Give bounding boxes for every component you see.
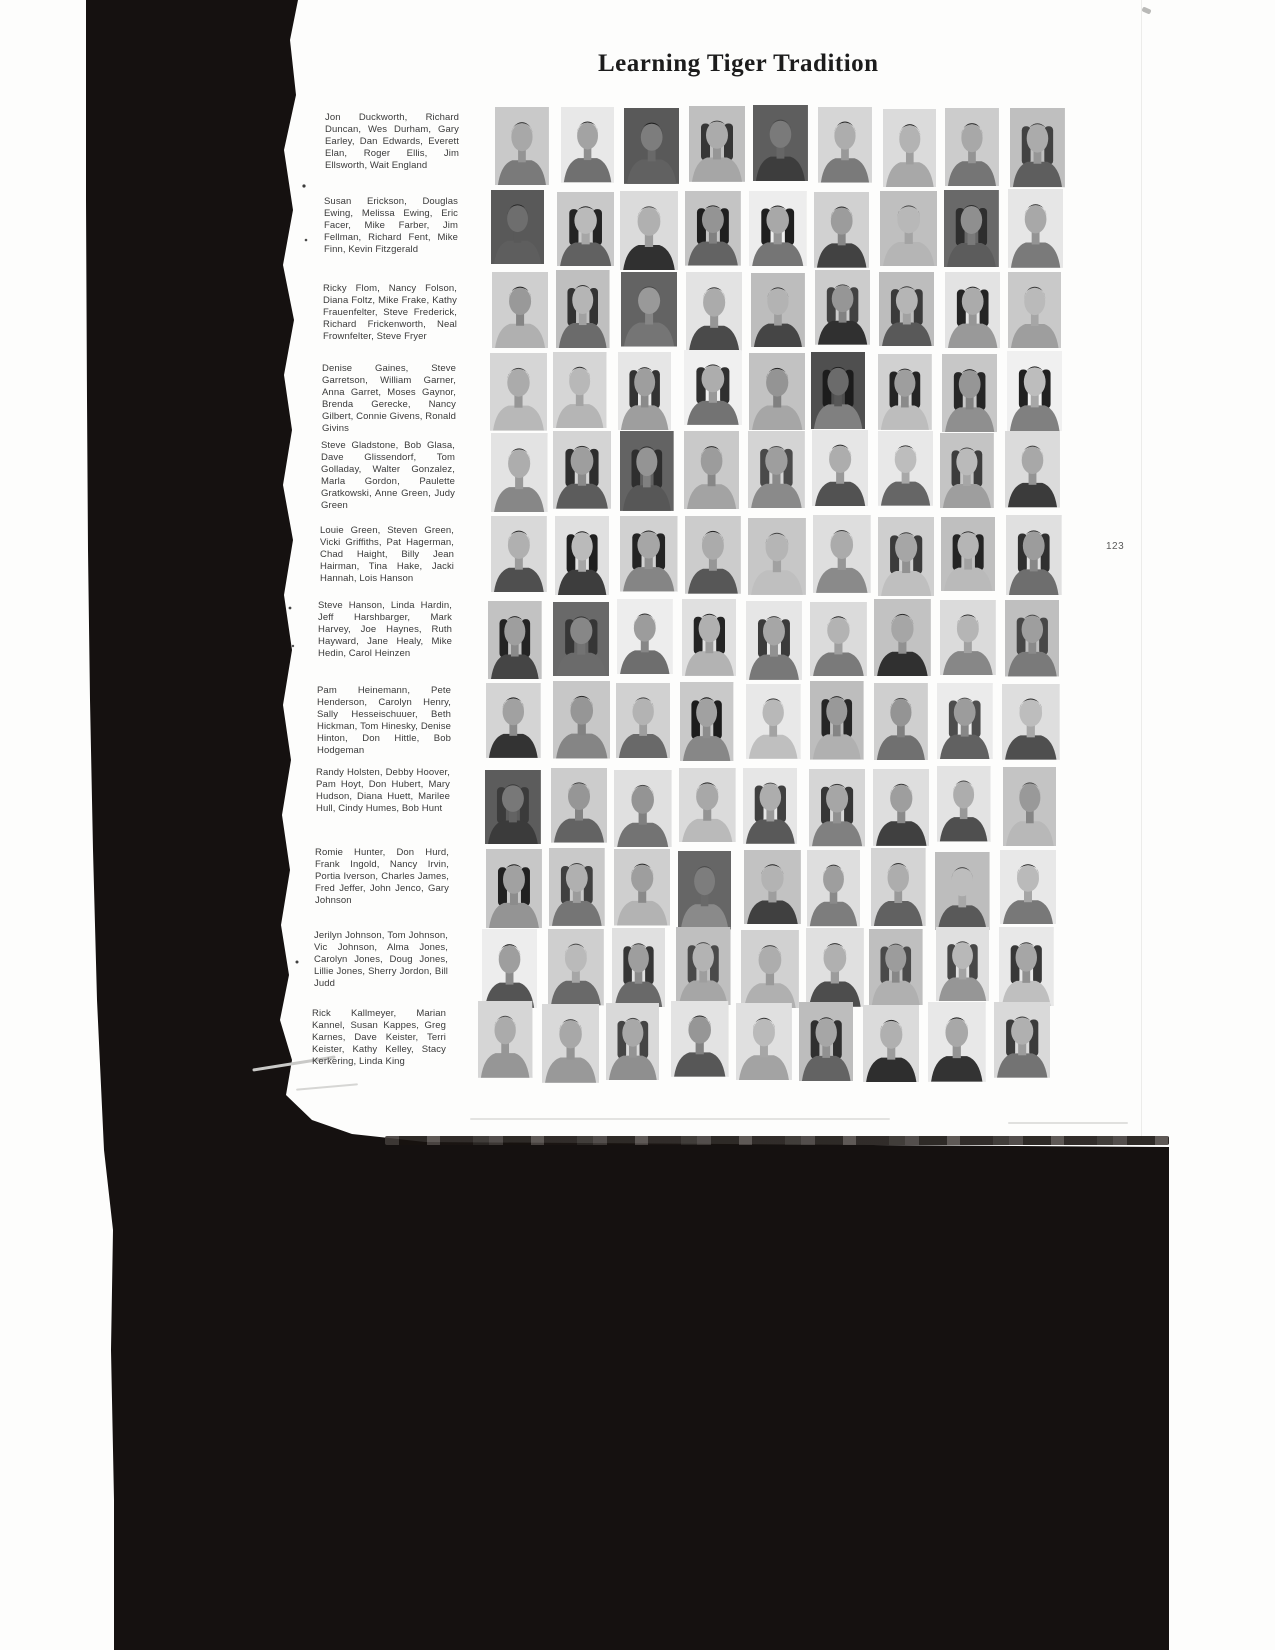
student-portrait-photo	[746, 684, 800, 759]
student-portrait-photo	[490, 353, 547, 431]
student-portrait-photo	[606, 1003, 660, 1080]
student-portrait-photo	[748, 518, 806, 595]
student-portrait-photo	[810, 681, 864, 759]
student-portrait-photo	[624, 108, 679, 184]
student-portrait-photo	[937, 683, 992, 759]
student-portrait-photo	[741, 930, 799, 1008]
student-portrait-photo	[553, 681, 611, 758]
student-portrait-photo	[746, 601, 802, 680]
student-portrait-photo	[736, 1003, 792, 1080]
student-portrait-photo	[799, 1002, 853, 1081]
student-names-caption: Denise Gaines, Steve Garretson, William Garner, Anna Garret, Moses Gaynor, Brenda Gerecke, Nancy Gilbert, Connie Givens, Ronald Givins	[322, 363, 456, 434]
student-portrait-photo	[549, 848, 605, 926]
student-names-caption: Ricky Flom, Nancy Folson, Diana Foltz, Mike Frake, Kathy Frauenfelter, Steve Frederick, Richard Frickenworth, Neal Frownfelter, Steve Fryer	[323, 283, 457, 342]
student-portrait-photo	[561, 107, 614, 182]
student-portrait-photo	[478, 1001, 532, 1078]
student-portrait-photo	[811, 352, 865, 429]
student-portrait-photo	[874, 599, 931, 677]
student-portrait-photo	[748, 431, 805, 509]
student-portrait-photo	[620, 431, 674, 511]
student-portrait-photo	[542, 1004, 599, 1083]
student-portrait-photo	[937, 766, 990, 841]
student-portrait-photo	[684, 350, 742, 425]
student-names-caption: Steve Hanson, Linda Hardin, Jeff Harshbarger, Mark Harvey, Joe Haynes, Ruth Hayward, Jane Healy, Mike Hedin, Carol Heinzen	[318, 600, 452, 659]
student-portrait-photo	[928, 1002, 986, 1082]
student-portrait-photo	[743, 768, 798, 844]
student-portrait-photo	[680, 682, 733, 762]
student-portrait-photo	[614, 849, 670, 925]
student-portrait-photo	[810, 602, 867, 676]
student-portrait-photo	[620, 516, 677, 591]
student-portrait-photo	[686, 272, 742, 351]
student-portrait-photo	[1010, 108, 1065, 187]
student-names-caption: Louie Green, Steven Green, Vicki Griffiths, Pat Hagerman, Chad Haight, Billy Jean Hairman, Tina Hake, Jacki Hannah, Lois Hanson	[320, 525, 454, 584]
student-names-caption: Pam Heinemann, Pete Henderson, Carolyn Henry, Sally Hesseischuuer, Beth Hickman, Tom Hinesky, Denise Hinton, Don Hittle, Bob Hodgeman	[317, 685, 451, 756]
student-portrait-photo	[999, 927, 1054, 1006]
student-portrait-photo	[751, 273, 805, 347]
student-portrait-photo	[612, 928, 665, 1007]
student-portrait-photo	[553, 431, 611, 509]
student-portrait-photo	[684, 431, 739, 509]
page-number: 123	[1106, 541, 1125, 552]
student-portrait-photo	[553, 352, 606, 429]
student-portrait-photo	[618, 352, 671, 431]
student-portrait-photo	[814, 192, 869, 268]
student-portrait-photo	[1007, 351, 1062, 431]
student-portrait-photo	[616, 683, 670, 758]
student-names-caption: Steve Gladstone, Bob Glasa, Dave Glissendorf, Tom Golladay, Walter Gonzalez, Marla Gordon, Paulette Gratkowski, Anne Green, Judy Green	[321, 440, 455, 511]
student-portrait-photo	[818, 107, 872, 183]
student-portrait-photo	[994, 1002, 1050, 1078]
student-portrait-photo	[620, 191, 678, 270]
student-portrait-photo	[486, 683, 541, 758]
student-portrait-photo	[556, 270, 609, 348]
student-portrait-photo	[873, 769, 930, 846]
student-portrait-photo	[878, 354, 932, 430]
student-names-caption: Susan Erickson, Douglas Ewing, Melissa Ewing, Eric Facer, Mike Farber, Jim Fellman, Richard Fent, Mike Finn, Kevin Fitzgerald	[324, 196, 458, 255]
student-portrait-photo	[1008, 272, 1061, 349]
student-portrait-photo	[557, 192, 614, 266]
student-names-caption: Rick Kallmeyer, Marian Kannel, Susan Kappes, Greg Karnes, Dave Keister, Terri Keister, Kathy Kelley, Stacy Kerkering, Linda King	[312, 1008, 446, 1067]
student-portrait-photo	[1002, 684, 1060, 760]
student-portrait-photo	[940, 433, 994, 508]
student-names-caption: Jerilyn Johnson, Tom Johnson, Vic Johnson, Alma Jones, Carolyn Jones, Doug Jones, Lillie Jones, Sherry Jordon, Bill Judd	[314, 930, 448, 989]
student-portrait-photo	[936, 927, 989, 1001]
student-portrait-photo	[491, 516, 547, 592]
student-portrait-photo	[486, 849, 542, 928]
student-portrait-photo	[878, 431, 933, 506]
student-portrait-photo	[548, 929, 604, 1005]
student-portrait-photo	[869, 929, 923, 1005]
student-portrait-photo	[555, 516, 609, 595]
student-portrait-photo	[749, 353, 805, 430]
student-portrait-photo	[1005, 600, 1060, 676]
student-portrait-photo	[689, 106, 745, 182]
student-portrait-photo	[485, 770, 541, 844]
student-portrait-photo	[482, 929, 537, 1008]
student-portrait-photo	[495, 107, 549, 185]
student-portrait-photo	[813, 515, 871, 593]
student-portrait-photo	[944, 190, 999, 268]
student-portrait-photo	[806, 928, 864, 1007]
student-portrait-photo	[815, 270, 870, 345]
student-portrait-photo	[1000, 850, 1056, 924]
student-names-caption: Randy Holsten, Debby Hoover, Pam Hoyt, Don Hubert, Mary Hudson, Diana Huett, Marilee Hull, Cindy Humes, Bob Hunt	[316, 767, 450, 814]
student-portrait-photo	[678, 851, 731, 929]
student-names-caption: Jon Duckworth, Richard Duncan, Wes Durham, Gary Earley, Dan Edwards, Everett Elan, Roger Ellis, Jim Ellsworth, Wait England	[325, 112, 459, 171]
student-portrait-photo	[753, 105, 808, 181]
student-portrait-photo	[883, 109, 937, 187]
student-portrait-photo	[492, 272, 548, 348]
student-portrait-photo	[945, 272, 1000, 348]
student-portrait-photo	[491, 433, 547, 513]
student-portrait-photo	[744, 850, 801, 924]
student-portrait-photo	[621, 272, 677, 346]
student-portrait-photo	[1006, 515, 1061, 595]
student-portrait-photo	[749, 191, 806, 267]
student-portrait-photo	[874, 683, 928, 760]
student-portrait-photo	[809, 769, 865, 846]
student-portrait-photo	[553, 602, 610, 677]
student-portrait-photo	[940, 600, 996, 675]
student-portrait-photo	[878, 517, 934, 596]
student-portrait-photo	[863, 1005, 920, 1082]
student-portrait-photo	[614, 770, 671, 848]
student-names-caption: Romie Hunter, Don Hurd, Frank Ingold, Nancy Irvin, Portia Iverson, Charles James, Fred Jeffer, John Jenco, Gary Johnson	[315, 847, 449, 906]
student-portrait-photo	[551, 768, 607, 843]
student-portrait-photo	[1005, 431, 1060, 507]
student-portrait-photo	[685, 516, 741, 594]
student-portrait-photo	[1008, 189, 1063, 268]
student-portrait-photo	[807, 850, 860, 926]
student-portrait-photo	[1003, 767, 1057, 847]
student-portrait-photo	[935, 852, 989, 931]
student-portrait-photo	[676, 927, 730, 1006]
student-portrait-photo	[671, 1001, 728, 1077]
student-portrait-photo	[685, 191, 741, 266]
student-portrait-photo	[491, 190, 544, 265]
student-portrait-photo	[617, 599, 673, 675]
student-portrait-photo	[679, 768, 735, 843]
student-portrait-photo	[879, 272, 935, 346]
page-title: Learning Tiger Tradition	[598, 50, 879, 77]
student-portrait-photo	[942, 354, 997, 433]
student-portrait-photo	[871, 848, 926, 926]
student-portrait-photo	[812, 430, 868, 506]
student-portrait-photo	[682, 599, 737, 676]
student-portrait-photo	[880, 191, 937, 266]
student-portrait-photo	[941, 517, 995, 592]
student-portrait-photo	[945, 108, 999, 186]
student-portrait-photo	[488, 601, 542, 680]
